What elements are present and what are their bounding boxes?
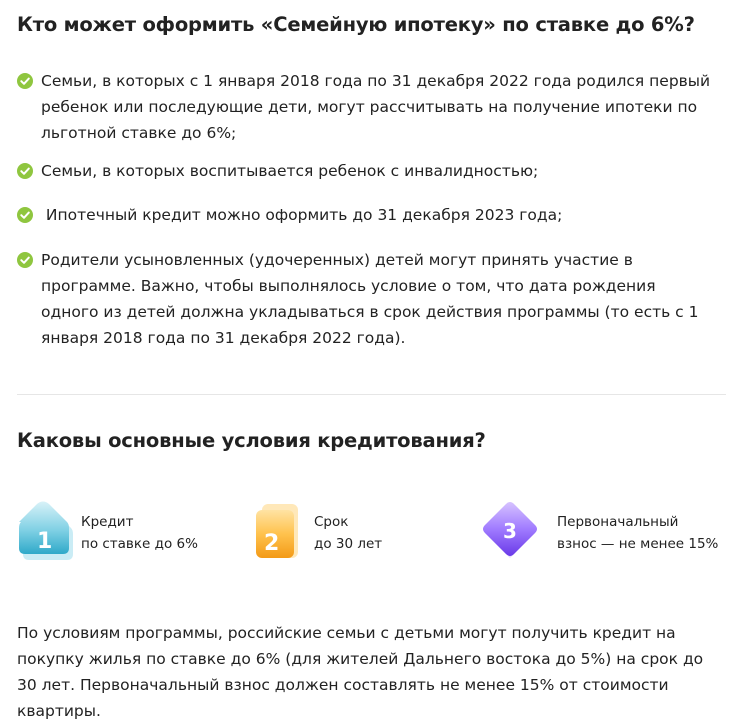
condition-label: Срок (314, 514, 349, 530)
description-line: 30 лет. Первоначальный взнос должен составлять не менее 15% от стоимости (17, 676, 669, 694)
program-description (17, 620, 722, 724)
condition-label: Кредит (81, 514, 134, 530)
item-line: Родители усыновленных (удочеренных) детей могут принять участие в (41, 251, 633, 269)
description-line: покупку жилья по ставке до 6% (для жителей Дальнего востока до 5%) на срок до (17, 650, 704, 668)
house-badge-icon (17, 500, 75, 562)
badge-number: 1 (37, 529, 53, 554)
section-title-conditions: Каковы основные условия кредитования? (17, 429, 486, 452)
condition-text (314, 511, 382, 555)
badge-number: 2 (264, 531, 280, 556)
item-line: Семьи, в которых с 1 января 2018 года по 31 декабря 2022 года родился первый (41, 72, 711, 90)
badge-number: 3 (503, 519, 517, 543)
description-line: По условиям программы, российские семьи с детьми могут получить кредит на (17, 624, 676, 642)
list-item (17, 158, 727, 184)
check-circle-icon (17, 252, 33, 268)
condition-label: Первоначальный (557, 514, 679, 530)
item-line: льготной ставке до 6%; (41, 124, 237, 142)
check-circle-icon (17, 163, 33, 179)
section-title-eligibility: Кто может оформить «Семейную ипотеку» по ставке до 6%? (17, 13, 695, 36)
check-circle-icon (17, 73, 33, 89)
diamond-badge-icon (481, 500, 539, 562)
list-item (17, 247, 727, 351)
description-line: квартиры. (17, 702, 101, 720)
section-divider (17, 394, 726, 395)
condition-value: по ставке до 6% (81, 536, 198, 552)
condition-value: взнос — не менее 15% (557, 536, 719, 552)
eligibility-list (17, 68, 727, 351)
calendar-badge-icon (250, 500, 308, 562)
condition-text (81, 511, 198, 555)
item-line: ребенок или последующие дети, могут рассчитывать на получение ипотеки по (41, 98, 698, 116)
list-item (17, 202, 727, 228)
item-line: января 2018 года по 31 декабря 2022 года). (41, 329, 406, 347)
item-line: Семьи, в которых воспитывается ребенок с инвалидностью; (41, 162, 539, 180)
check-circle-icon (17, 207, 33, 223)
item-line: программе. Важно, чтобы выполнялось условие о том, что дата рождения (41, 277, 656, 295)
list-item (17, 68, 727, 146)
item-line: Ипотечный кредит можно оформить до 31 декабря 2023 года; (41, 206, 563, 224)
condition-text (557, 511, 718, 555)
condition-value: до 30 лет (314, 536, 383, 552)
item-line: одного из детей должна укладываться в срок действия программы (то есть с 1 (41, 303, 699, 321)
